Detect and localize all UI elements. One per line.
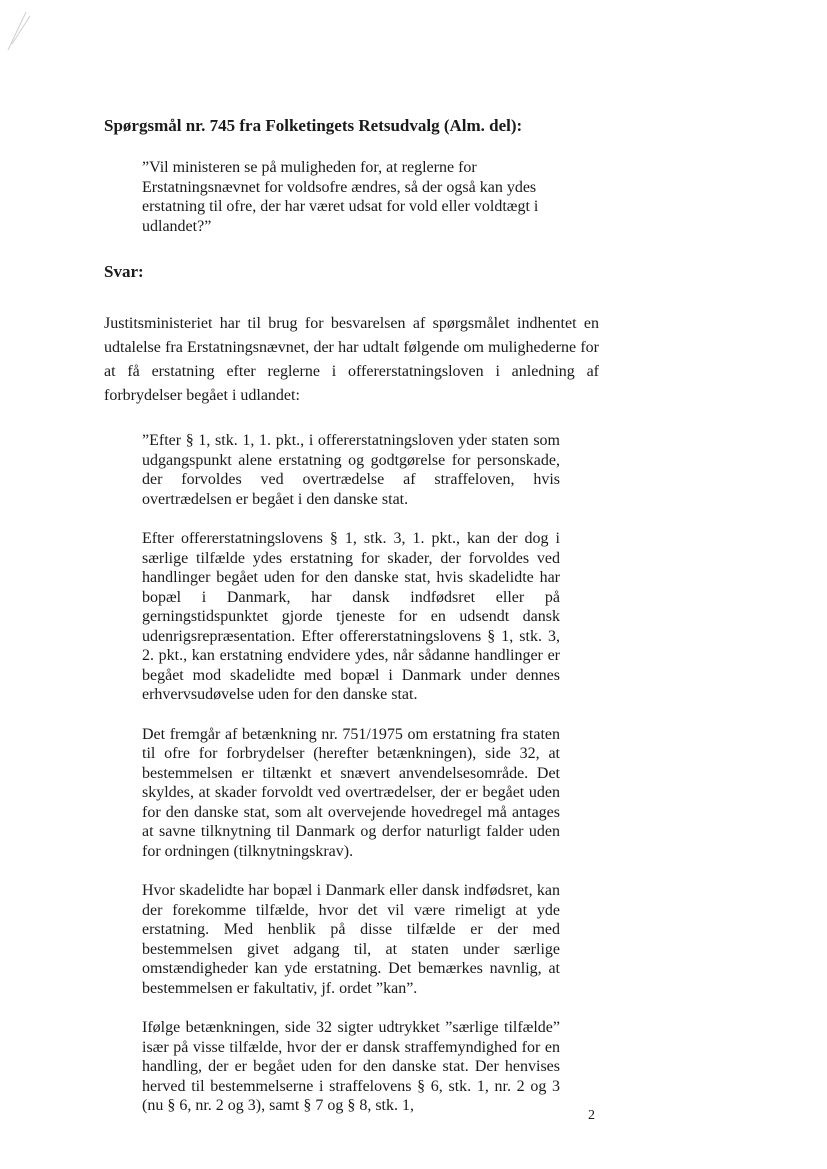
quoted-paragraph: Det fremgår af betænkning nr. 751/1975 om erstatning fra staten til ofre for forbrydelser (herefter betænkningen), side 32, at bestemmelsen er tiltænkt et snævert anvendelsesområde. Det skyldes, at skader forvoldt ved overtrædelser, der er begået uden for den danske stat, som alt overvejende hovedregel må antages at savne tilknytning til Danmark og derfor naturligt falder uden for ordningen (tilknytningskrav). [142, 725, 560, 860]
quoted-paragraph: Efter offererstatningslovens § 1, stk. 3, 1. pkt., kan der dog i særlige tilfælde ydes erstatning for skader, der forvoldes ved handlinger begået uden for den danske stat, hvis skadelidte har bopæl i Danmark, har dansk indfødsret eller på gerningstidspunktet gjorde tjeneste for en udsendt dansk udenrigsrepræsentation. Efter offererstatningslovens § 1, stk. 3, 2. pkt., kan erstatning endvidere ydes, når sådanne handlinger er begået mod skadelidte med bopæl i Danmark under dennes erhvervsudøvelse uden for den danske stat. [142, 530, 560, 703]
quoted-paragraph: ”Efter § 1, stk. 1, 1. pkt., i offererstatningsloven yder staten som udgangspunkt alene erstatning og godtgørelse for personskade, der forvoldes ved overtrædelse af straffeloven, hvis overtrædelsen er begået i den danske stat. [142, 432, 560, 508]
intro-paragraph: Justitsministeriet har til brug for besvarelsen af spørgsmålet indhentet en udtalelse fra Erstatningsnævnet, der har udtalt følgende om mulighederne for at få erstatning efter reglerne i offererstatningsloven i anledning af forbrydelser begået i udlandet: [104, 315, 599, 404]
page-number: 2 [588, 1108, 595, 1123]
answer-heading: Svar: [104, 262, 144, 281]
quoted-paragraph: Hvor skadelidte har bopæl i Danmark eller dansk indfødsret, kan der forekomme tilfælde, hvor det vil være rimeligt at yde erstatning. Med henblik på disse tilfælde er der med bestemmelsen givet adgang til, at staten under særlige omstændigheder kan yde erstatning. Det bemærkes navnlig, at bestemmelsen er fakultativ, jf. ordet ”kan”. [142, 882, 560, 997]
quoted-statement [142, 431, 560, 1136]
quoted-paragraph: Ifølge betænkningen, side 32 sigter udtrykket ”særlige tilfælde” især på visse tilfælde, hvor der er dansk straffemyndighed for en handling, der er begået uden for den danske stat. Der henvises herved til bestemmelserne i straffelovens § 6, stk. 1, nr. 2 og 3 (nu § 6, nr. 2 og 3), samt § 7 og § 8, stk. 1, [142, 1019, 560, 1114]
question-heading: Spørgsmål nr. 745 fra Folketingets Retsudvalg (Alm. del): [104, 116, 523, 135]
question-quote: ”Vil ministeren se på muligheden for, at reglerne for Erstatningsnævnet for voldsofre ændres, så der også kan ydes erstatning til ofre, der har været udsat for vold eller voldtægt i udlandet?” [142, 159, 539, 235]
scan-mark-icon [4, 4, 44, 54]
